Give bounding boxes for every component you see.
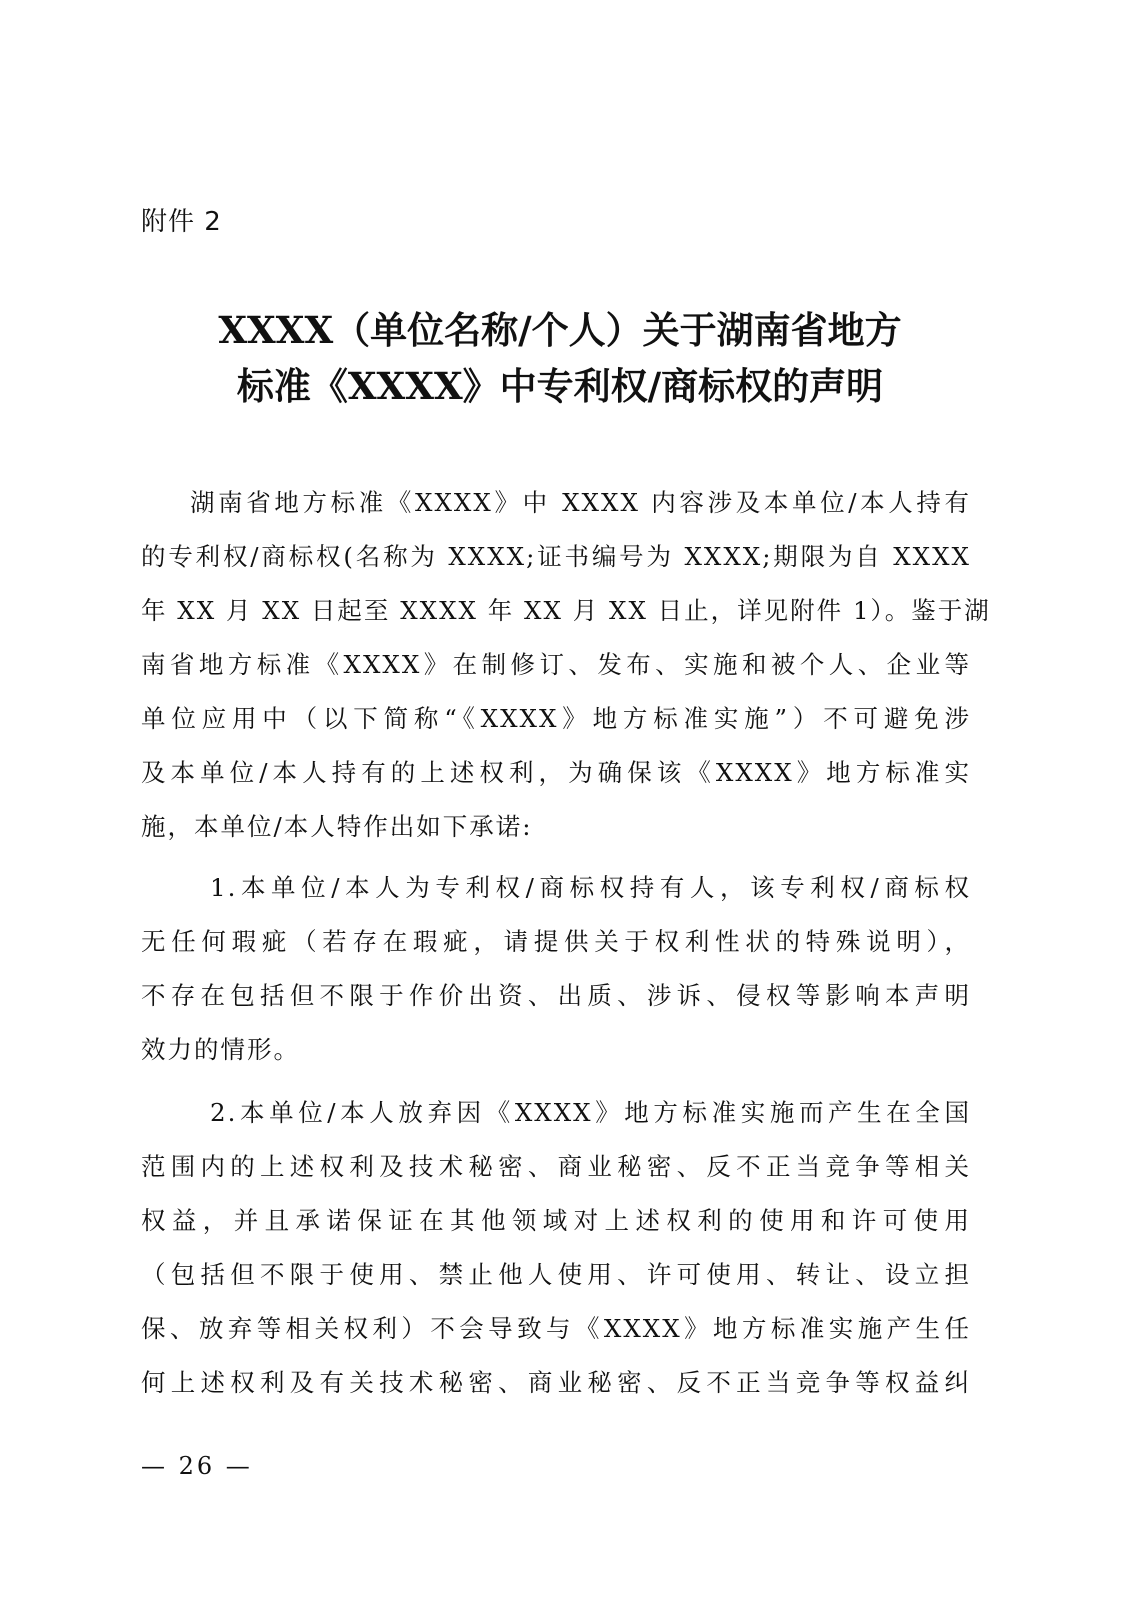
body-line: 效力的情形。	[141, 1035, 300, 1064]
body-line: 湖南省地方标准《XXXX》中 XXXX 内容涉及本单位/本人持有	[190, 488, 971, 517]
body-line: 年 XX 月 XX 日起至 XXXX 年 XX 月 XX 日止，详见附件 1）。鉴于湖	[141, 596, 991, 625]
body-line: （包括但不限于使用、禁止他人使用、许可使用、转让、设立担	[141, 1260, 971, 1289]
body-line: 南省地方标准《XXXX》在制修订、发布、实施和被个人、企业等	[141, 650, 971, 679]
body-line: 及本单位/本人持有的上述权利，为确保该《XXXX》地方标准实	[141, 758, 971, 787]
body-line: 不存在包括但不限于作价出资、出质、涉诉、侵权等影响本声明	[141, 981, 971, 1010]
document-title-line-1: XXXX（单位名称/个人）关于湖南省地方	[218, 308, 902, 352]
body-line: 1.本单位/本人为专利权/商标权持有人，该专利权/商标权	[210, 873, 971, 902]
body-line: 范围内的上述权利及技术秘密、商业秘密、反不正当竞争等相关	[141, 1152, 971, 1181]
body-line: 的专利权/商标权(名称为 XXXX;证书编号为 XXXX;期限为自 XXXX	[141, 542, 971, 571]
body-line: 保、放弃等相关权利）不会导致与《XXXX》地方标准实施产生任	[141, 1314, 971, 1343]
body-line: 无任何瑕疵（若存在瑕疵，请提供关于权利性状的特殊说明），	[141, 927, 971, 956]
body-line: 何上述权利及有关技术秘密、商业秘密、反不正当竞争等权益纠	[141, 1368, 971, 1397]
body-line: 2.本单位/本人放弃因《XXXX》地方标准实施而产生在全国	[210, 1098, 971, 1127]
body-line: 权益，并且承诺保证在其他领域对上述权利的使用和许可使用	[141, 1206, 971, 1235]
body-line: 施，本单位/本人特作出如下承诺:	[141, 812, 533, 841]
page-number: — 26 —	[141, 1452, 253, 1480]
document-title-line-2: 标准《XXXX》中专利权/商标权的声明	[236, 364, 884, 408]
body-line: 单位应用中（以下简称“《XXXX》地方标准实施”）不可避免涉	[141, 704, 971, 733]
attachment-label: 附件 2	[141, 207, 222, 237]
